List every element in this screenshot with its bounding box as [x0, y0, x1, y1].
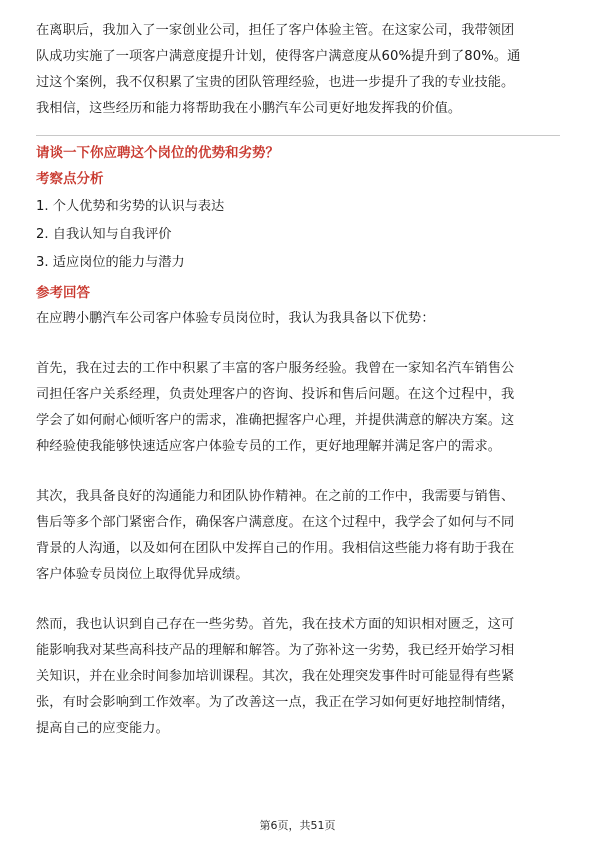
document-page [36, 18, 560, 742]
answer-paragraph [36, 356, 560, 460]
text-line: 我相信，这些经历和能力将帮助我在小鹏汽车公司更好地发挥我的价值。 [36, 101, 462, 116]
text-line: 首先，我在过去的工作中积累了丰富的客户服务经验。我曾在一家知名汽车销售公 [36, 361, 515, 376]
list-item: 3. 适应岗位的能力与潜力 [36, 255, 185, 270]
answer-label: 参考回答 [36, 285, 90, 301]
text-line: 背景的人沟通，以及如何在团队中发挥自己的作用。我相信这些能力将有助于我在 [36, 541, 515, 556]
text-line: 学会了如何耐心倾听客户的需求，准确把握客户心理，并提供满意的解决方案。这 [36, 413, 515, 428]
text-line: 司担任客户关系经理，负责处理客户的咨询、投诉和售后问题。在这个过程中，我 [36, 387, 515, 402]
intro-paragraph [36, 18, 560, 122]
text-line: 过这个案例，我不仅积累了宝贵的团队管理经验，也进一步提升了我的专业技能。 [36, 75, 515, 90]
answer-paragraph [36, 484, 560, 588]
text-line: 提高自己的应变能力。 [36, 721, 169, 736]
list-item: 2. 自我认知与自我评价 [36, 227, 172, 242]
list-item: 1. 个人优势和劣势的认识与表达 [36, 199, 225, 214]
text-line: 在离职后，我加入了一家创业公司，担任了客户体验主管。在这家公司，我带领团 [36, 23, 515, 38]
text-line: 然而，我也认识到自己存在一些劣势。首先，我在技术方面的知识相对匮乏，这可 [36, 617, 515, 632]
answer-section [36, 280, 560, 742]
page-number: 第6页，共51页 [259, 819, 336, 832]
text-line: 售后等多个部门紧密合作，确保客户满意度。在这个过程中，我学会了如何与不同 [36, 515, 515, 530]
answer-paragraph [36, 612, 560, 742]
analysis-list [36, 194, 560, 276]
text-line: 客户体验专员岗位上取得优异成绩。 [36, 567, 249, 582]
text-line: 关知识，并在业余时间参加培训课程。其次，我在处理突发事件时可能显得有些紧 [36, 669, 515, 684]
answer-intro: 在应聘小鹏汽车公司客户体验专员岗位时，我认为我具备以下优势： [36, 311, 435, 326]
text-line: 张，有时会影响到工作效率。为了改善这一点，我正在学习如何更好地控制情绪， [36, 695, 515, 710]
text-line: 种经验使我能够快速适应客户体验专员的工作，更好地理解并满足客户的需求。 [36, 439, 502, 454]
text-line: 能影响我对某些高科技产品的理解和解答。为了弥补这一劣势，我已经开始学习相 [36, 643, 515, 658]
text-line: 其次，我具备良好的沟通能力和团队协作精神。在之前的工作中，我需要与销售、 [36, 489, 515, 504]
analysis-label: 考察点分析 [36, 171, 104, 187]
question-heading: 请谈一下你应聘这个岗位的优势和劣势？ [36, 145, 279, 161]
text-line: 队成功实施了一项客户满意度提升计划，使得客户满意度从60%提升到了80%。通 [36, 49, 521, 64]
section-divider [36, 135, 560, 136]
